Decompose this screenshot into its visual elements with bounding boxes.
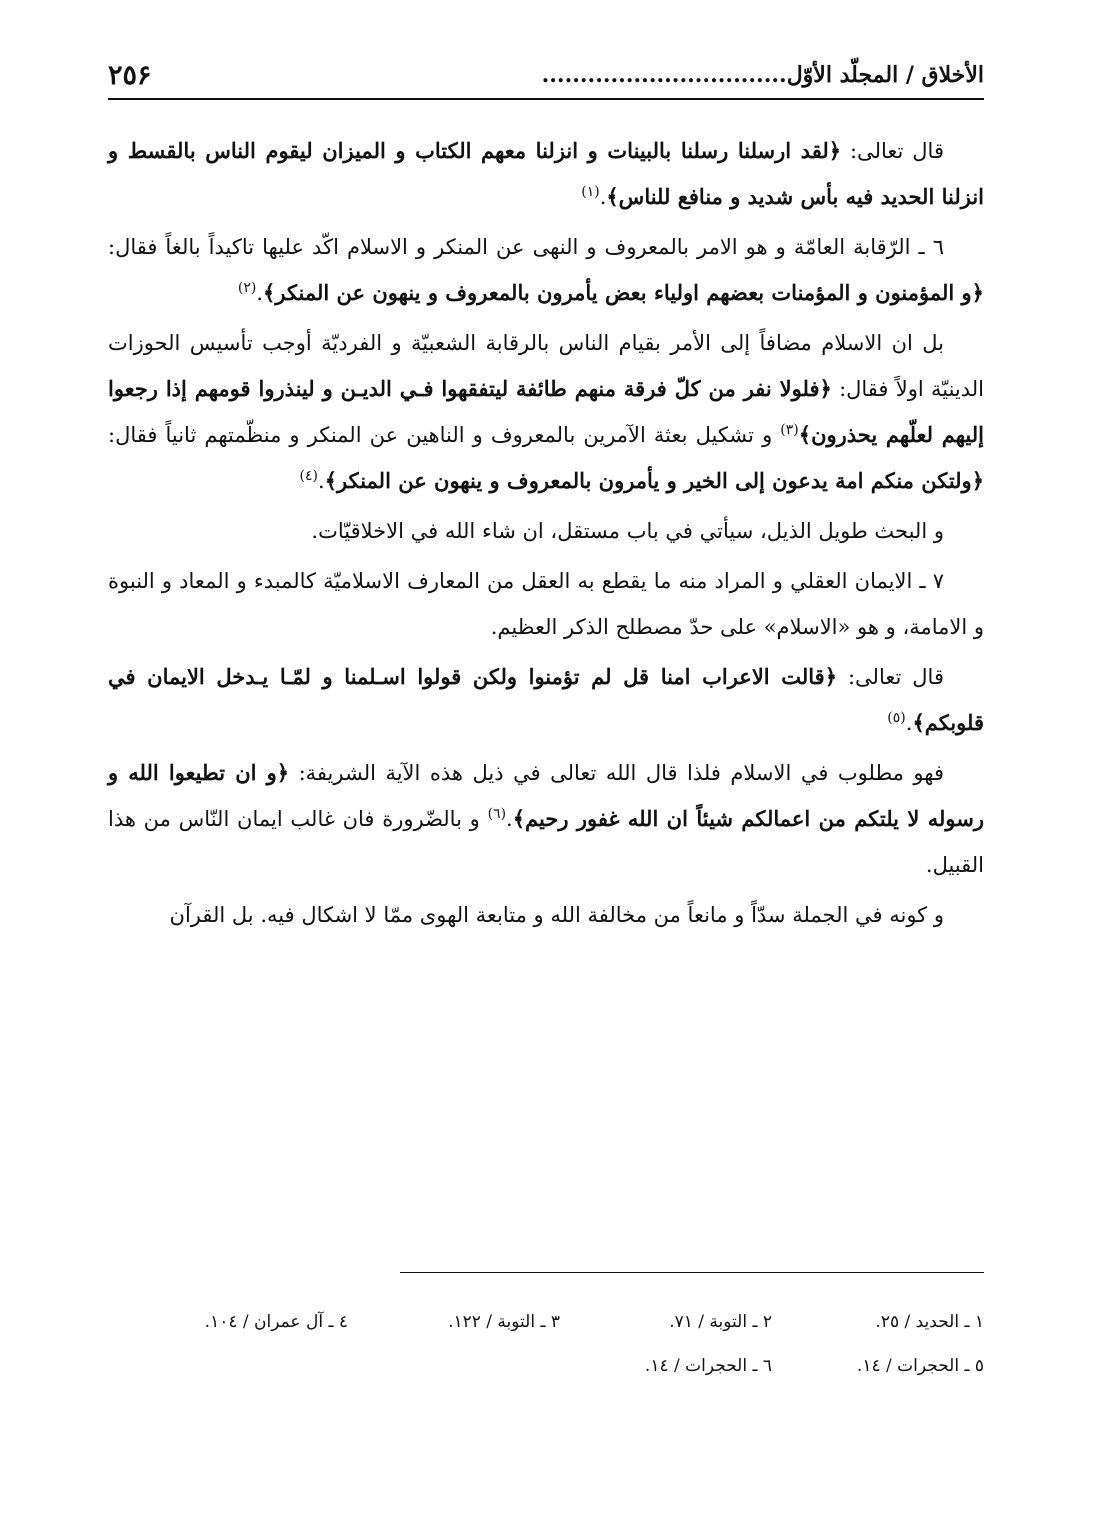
body-text — [108, 128, 984, 942]
page-number: ٢٥۶ — [108, 59, 152, 91]
quran-quote: ﴿فلولا نفر من كلّ فرقة منهم طائفة ليتفقهوا فـي الديـن و لينذروا قومهم إذا رجعوا إليهم لعلّهم يحذرون﴾ — [108, 376, 984, 447]
footnote-marker: (٢) — [237, 280, 257, 296]
footnote-marker: (٤) — [299, 468, 319, 484]
footnote-marker: (٥) — [887, 710, 906, 726]
page-header — [108, 52, 984, 100]
footnote-4: ٤ ـ آل عمران / ١٠٤. — [204, 1312, 348, 1332]
paragraph — [108, 508, 984, 554]
footnote-2: ٢ ـ التوبة / ٧١. — [669, 1312, 772, 1332]
paragraph — [108, 128, 984, 220]
text-segment: بل ان الاسلام مضافاً إلى الأمر بقيام الناس بالرقابة الشعبيّة و الفرديّة أوجب تأسيس الحوزات الدينيّة اولاً فقال: — [108, 331, 985, 401]
footnote-marker: (١) — [581, 184, 600, 200]
paragraph — [108, 750, 984, 888]
text-segment: . — [318, 469, 325, 493]
text-segment: . — [506, 807, 513, 831]
footnote-separator — [400, 1272, 984, 1273]
paragraph — [108, 654, 984, 746]
footnote-marker: (٣) — [780, 422, 799, 438]
text-segment: . — [599, 185, 607, 209]
quran-quote: ﴿ولتكن منكم امة يدعون إلى الخير و يأمرون بالمعروف و ينهون عن المنكر﴾ — [324, 468, 984, 493]
text-segment: و كونه في الجملة سدّاً و مانعاً من مخالفة الله و متابعة الهوى ممّا لا اشكال فيه. بل القرآن — [169, 903, 944, 927]
text-segment: و بالضّرورة فان غالب ايمان النّاس من هذا القبيل. — [108, 807, 984, 877]
footnotes — [120, 1300, 984, 1388]
footnote-1: ١ ـ الحديد / ٢٥. — [875, 1312, 984, 1332]
quran-quote: ﴿لقد ارسلنا رسلنا بالبينات و انزلنا معهم الكتاب و الميزان ليقوم الناس بالقسط و انزلنا الحديد فيه بأس شديد و منافع للناس﴾ — [108, 138, 984, 209]
text-segment: ٦ ـ الرّقابة العامّة و هو الامر بالمعروف و النهى عن المنكر و الاسلام اكّد عليها تاكيداً بالغاً فقال: — [108, 235, 944, 259]
footnote-5: ٥ ـ الحجرات / ١٤. — [856, 1356, 984, 1376]
text-segment: ٧ ـ الايمان العقلي و المراد منه ما يقطع به العقل من المعارف الاسلاميّة كالمبدء و المعاد و النبوة و الامامة، و هو «الاسلام» على حدّ مصطلح الذكر العظيم. — [108, 569, 984, 639]
quran-quote: ﴿و المؤمنون و المؤمنات بعضهم اولياء بعض يأمرون بالمعروف و ينهون عن المنكر﴾ — [263, 280, 984, 305]
text-segment: فهو مطلوب في الاسلام فلذا قال الله تعالى في ذيل هذه الآية الشريفة: — [289, 761, 944, 785]
leader-dots: ................................ — [541, 62, 787, 88]
text-segment: . — [905, 711, 913, 735]
footnote-marker: (٦) — [487, 806, 507, 822]
footnote-row-1 — [120, 1300, 984, 1344]
text-segment: قال تعالى: — [841, 139, 944, 163]
text-segment: و تشكيل بعثة الآمرين بالمعروف و الناهين عن المنكر و منظّمتهم ثانياً فقال: — [108, 423, 781, 447]
text-segment: قال تعالى: — [837, 665, 944, 689]
running-title-text: الأخلاق / المجلّد الأوّل — [786, 62, 984, 88]
text-segment: و البحث طويل الذيل، سيأتي في باب مستقل، ان شاء الله في الاخلاقيّات. — [311, 519, 944, 543]
running-title — [542, 62, 984, 88]
footnote-6: ٦ ـ الحجرات / ١٤. — [644, 1356, 772, 1376]
quran-quote: ﴿و ان تطيعوا الله و رسوله لا يلتكم من اعمالكم شيئاً ان الله غفور رحيم﴾ — [108, 760, 984, 831]
footnote-row-2 — [120, 1344, 984, 1388]
text-segment: . — [256, 281, 264, 305]
paragraph — [108, 320, 984, 504]
paragraph — [108, 224, 984, 316]
quran-quote: ﴿قالت الاعراب امنا قل لم تؤمنوا ولكن قولوا اسـلمنا و لمّـا يـدخل الايمان في قلوبكم﴾ — [108, 664, 984, 735]
paragraph — [108, 558, 984, 650]
footnote-3: ٣ ـ التوبة / ١٢٢. — [448, 1312, 560, 1332]
paragraph — [108, 892, 984, 938]
